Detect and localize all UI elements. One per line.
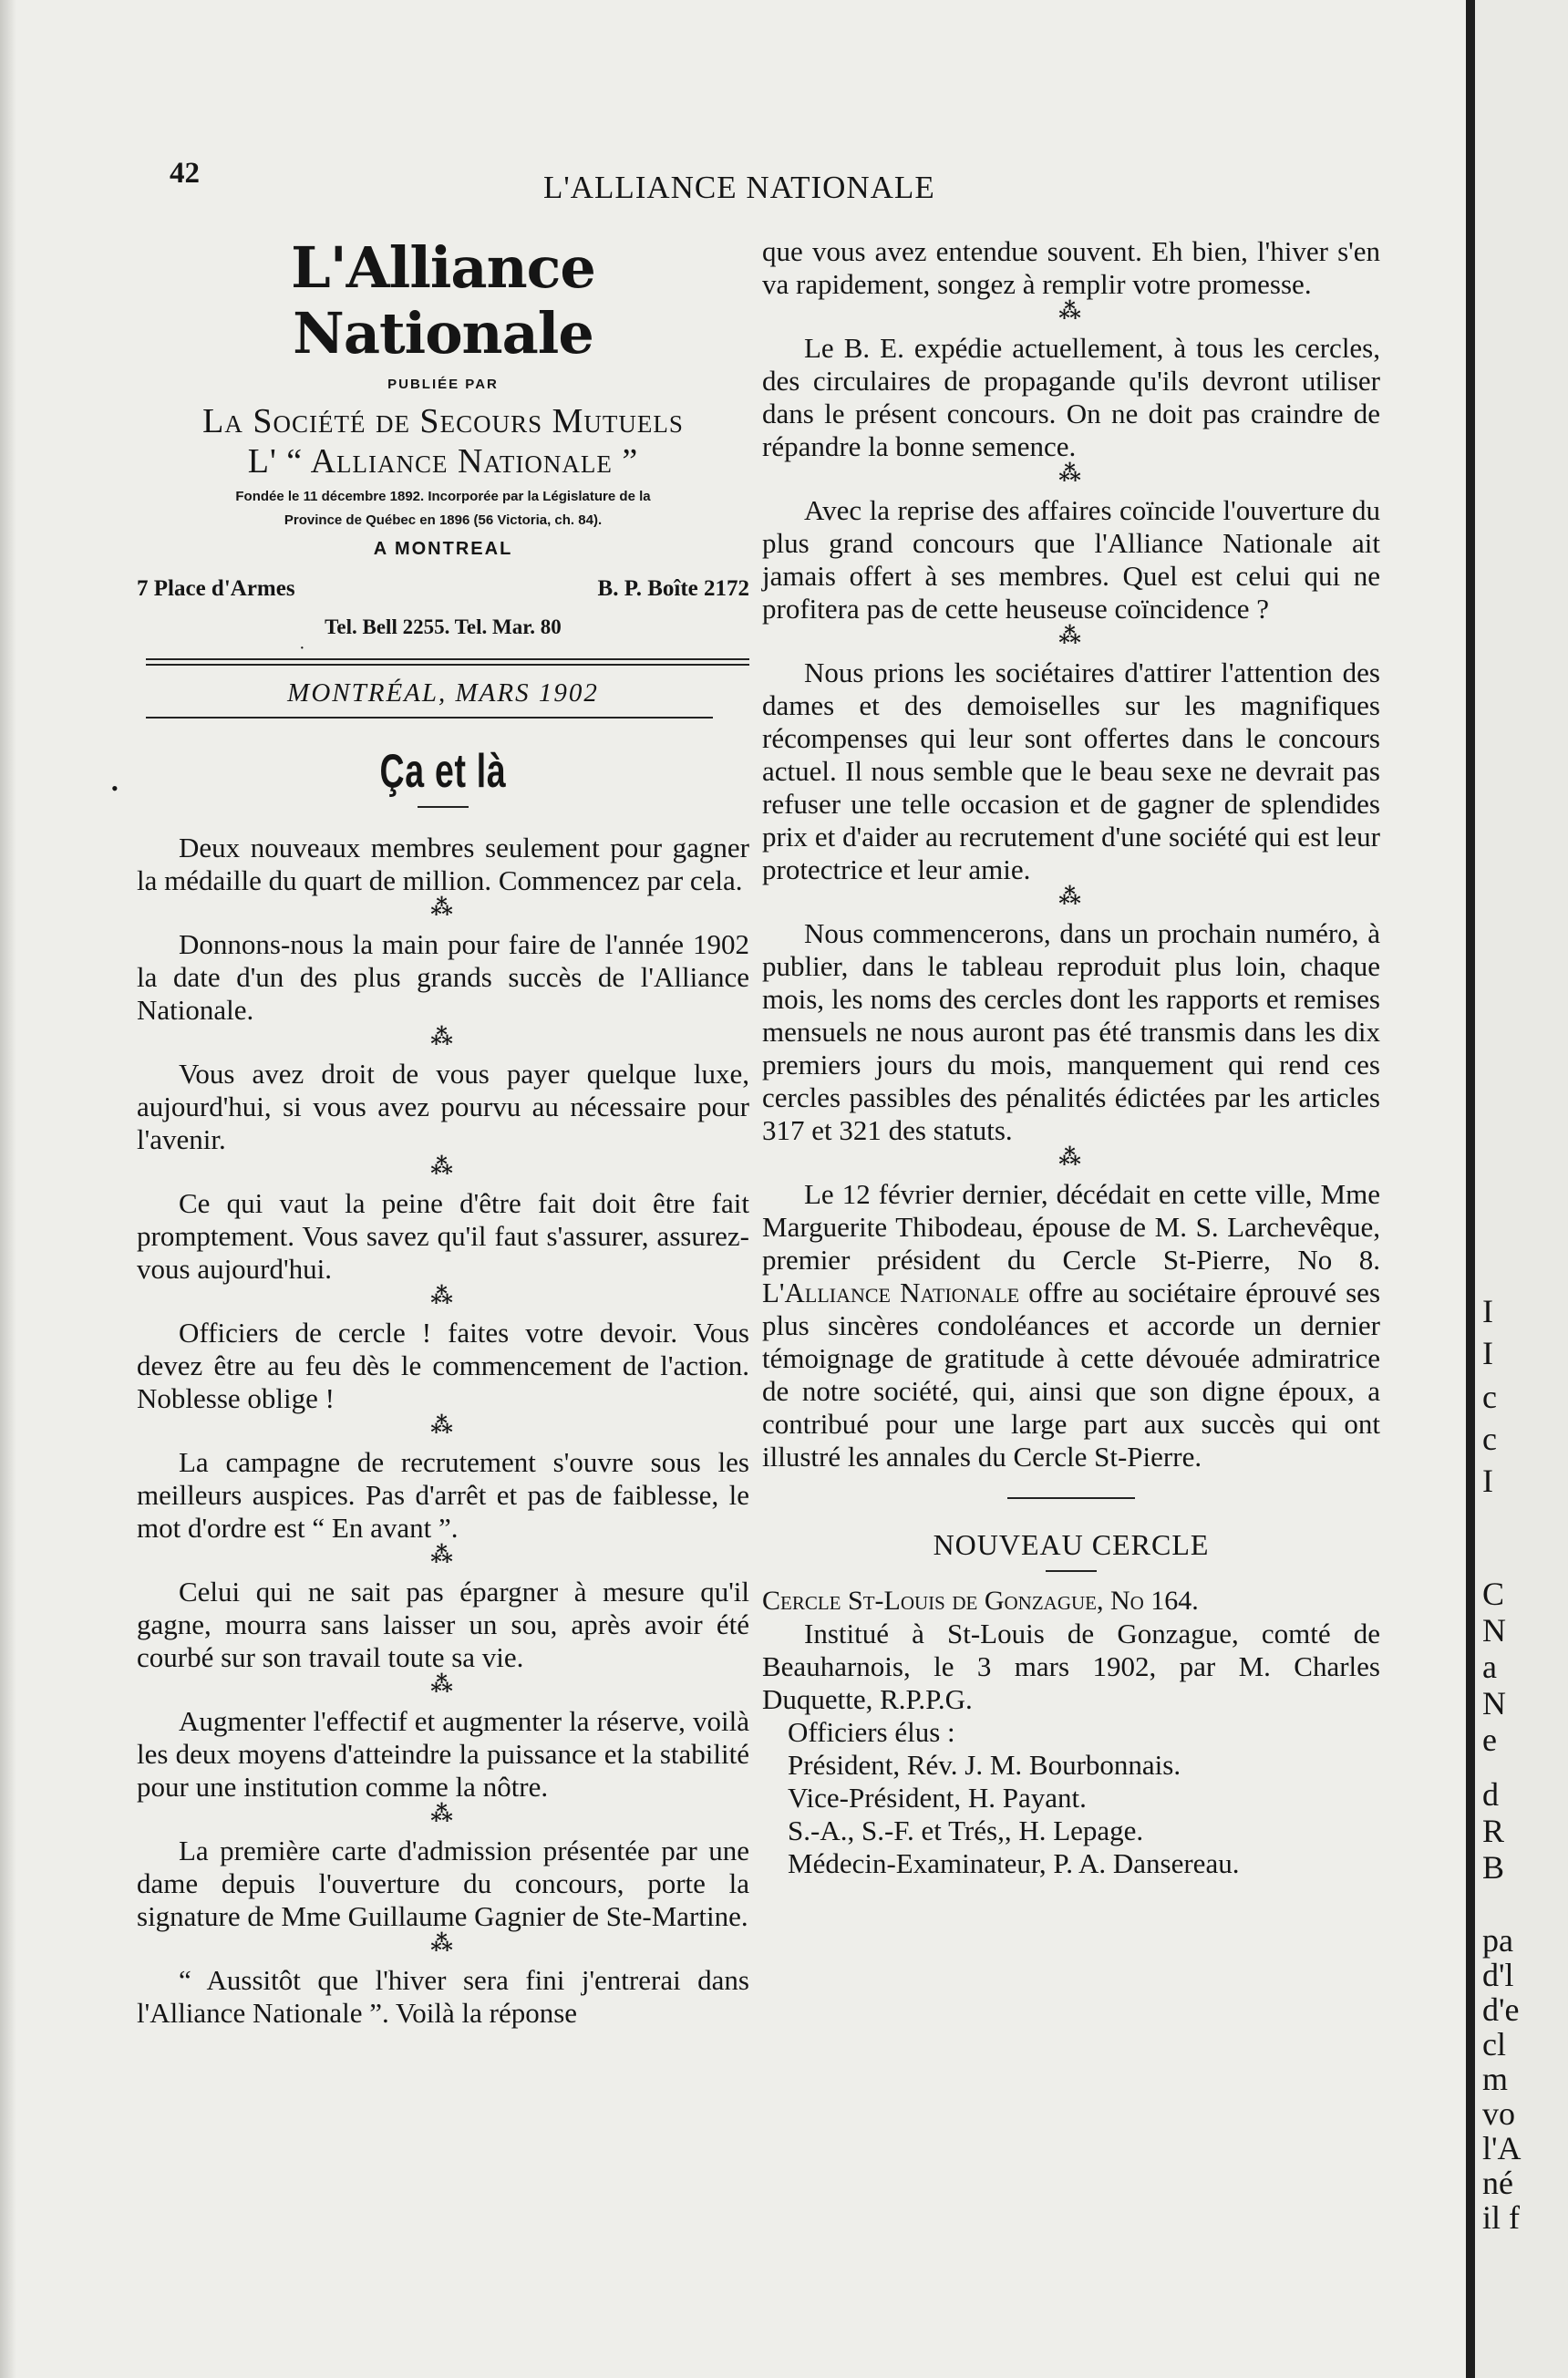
next-page-fragment: I	[1482, 1335, 1493, 1371]
right-column	[762, 235, 1380, 1880]
officer: S.-A., S.-F. et Trés,, H. Lepage.	[788, 1815, 1144, 1846]
published-by: PUBLIÉE PAR	[387, 377, 499, 392]
officers-list	[762, 1716, 1380, 1880]
next-page-fragment: e	[1482, 1721, 1497, 1758]
founded-line: Fondée le 11 décembre 1892. Incorporée par la Législature de la	[235, 489, 651, 504]
scan-speck: ·	[299, 638, 305, 658]
paragraph: Vous avez droit de vous payer quelque luxe, aujourd'hui, si vous avez pourvu au nécessaire pour l'avenir.	[137, 1058, 749, 1155]
scan-edge	[0, 0, 16, 2378]
next-page-fragment: d'e	[1482, 1991, 1520, 2028]
next-page-fragment: vo	[1482, 2095, 1515, 2132]
cercle-name: Cercle St-Louis de Gonzague, No 164.	[762, 1586, 1199, 1616]
obituary-text-2: offre au sociétaire éprouvé ses plus sincères condoléances et accorde un dernier témoignage de gratitude à cette dévouée admiratrice de notre société, qui, ainsi que son digne époux, a contribué pour une large part aux succès qui ont illustré les annales du Cercle St-Pierre.	[762, 1277, 1381, 1473]
running-title: L'ALLIANCE NATIONALE	[543, 170, 935, 205]
next-page-edge	[1475, 0, 1568, 2378]
paragraph: Avec la reprise des affaires coïncide l'ouverture du plus grand concours que l'Alliance Nationale ait jamais offert à ses membres. Quel est celui qui ne profitera pas de cette heuseuse coïncidence ?	[762, 494, 1380, 625]
asterism-icon: ⁂	[430, 1414, 456, 1438]
next-page-fragment: d	[1482, 1776, 1499, 1813]
asterism-icon: ⁂	[430, 1155, 456, 1179]
address-row	[137, 573, 749, 605]
asterism-icon: ⁂	[430, 1673, 456, 1697]
obituary-text: Le 12 février dernier, décédait en cette ville, Mme Marguerite Thibodeau, épouse de M. S. Larchevêque, premier président du Cercle St-Pierre, No 8.	[762, 1178, 1380, 1276]
next-page-fragment: d'l	[1482, 1957, 1514, 1993]
next-page-fragment: né	[1482, 2165, 1513, 2201]
asterism-icon: ⁂	[430, 1544, 456, 1567]
paragraph: Nous prions les sociétaires d'attirer l'attention des dames et des demoiselles sur les magnifiques récompenses qui leur sont offertes dans le concours actuel. Il nous semble que le beau sexe ne devrait pas refuser une telle occasion et de gagner de splendides prix et d'aider au recrutement d'une société qui est leur protectrice et leur amie.	[762, 657, 1380, 885]
section-title: Ça et là	[379, 745, 507, 798]
paragraph: Donnons-nous la main pour faire de l'année 1902 la date d'un des plus grands succès de l'Alliance Nationale.	[137, 928, 749, 1026]
officers-label: Officiers élus :	[788, 1716, 955, 1748]
paragraph: Nous commencerons, dans un prochain numéro, à publier, dans le tableau reproduit plus loin, chaque mois, les noms des cercles dont les rapports et remises mensuels ne nous auront pas été transmis dans les dix premiers jours du mois, manquement qui rend ces cercles passibles des pénalités édictées par les articles 317 et 321 des statuts.	[762, 917, 1380, 1146]
masthead-title: L'Alliance Nationale	[291, 234, 595, 367]
next-page-fragment: C	[1482, 1576, 1505, 1612]
asterism-icon: ⁂	[430, 896, 456, 920]
rule	[418, 806, 469, 808]
continuation-paragraph: que vous avez entendue souvent. Eh bien, l'hiver s'en va rapidement, songez à remplir votre promesse.	[762, 235, 1380, 300]
left-column	[137, 235, 749, 2030]
asterism-icon: ⁂	[430, 1026, 456, 1049]
asterism-icon: ⁂	[1058, 462, 1084, 486]
phone-line: Tel. Bell 2255. Tel. Mar. 80	[325, 615, 562, 638]
org-name: L'Alliance Nationale	[762, 1277, 1020, 1308]
asterism-icon: ⁂	[1058, 300, 1084, 324]
paragraph: Le B. E. expédie actuellement, à tous les cercles, des circulaires de propagande qu'ils devront utiliser dans le présent concours. On ne doit pas craindre de répandre la bonne semence.	[762, 332, 1380, 462]
obituary-paragraph	[762, 1178, 1380, 1473]
dateline: MONTRÉAL, MARS 1902	[287, 678, 599, 708]
paragraph: Institué à St-Louis de Gonzague, comté de Beauharnois, le 3 mars 1902, par M. Charles Duquette, R.P.P.G.	[762, 1618, 1380, 1715]
asterism-icon: ⁂	[430, 1803, 456, 1826]
next-page-fragment: cl	[1482, 2026, 1506, 2063]
asterism-icon: ⁂	[1058, 625, 1084, 648]
paragraph: La campagne de recrutement s'ouvre sous les meilleurs auspices. Pas d'arrêt et pas de faiblesse, le mot d'ordre est “ En avant ”.	[137, 1446, 749, 1544]
society-name-2: L' “ Alliance Nationale ”	[247, 442, 639, 481]
officer: Médecin-Examinateur, P. A. Dansereau.	[788, 1847, 1240, 1879]
page-number: 42	[170, 157, 200, 190]
next-page-fragment: B	[1482, 1849, 1505, 1886]
rule	[1007, 1497, 1135, 1499]
next-page-fragment: N	[1482, 1685, 1506, 1721]
double-rule	[146, 658, 749, 666]
next-page-fragment: I	[1482, 1293, 1493, 1329]
next-page-fragment: a	[1482, 1649, 1497, 1685]
next-page-fragment: I	[1482, 1463, 1493, 1499]
asterism-icon: ⁂	[430, 1285, 456, 1308]
officer: Vice-Président, H. Payant.	[788, 1782, 1087, 1814]
next-page-fragment: pa	[1482, 1922, 1513, 1959]
next-page-fragment: c	[1482, 1421, 1497, 1457]
next-page-fragment: c	[1482, 1379, 1497, 1415]
nouveau-cercle-heading: NOUVEAU CERCLE	[933, 1528, 1210, 1561]
next-page-fragment: R	[1482, 1813, 1505, 1849]
paragraph: Celui qui ne sait pas épargner à mesure qu'il gagne, mourra sans laisser un sou, après avoir été courbé sur son travail toute sa vie.	[137, 1576, 749, 1673]
next-page-fragment: il f	[1482, 2199, 1520, 2236]
paragraph: Deux nouveaux membres seulement pour gagner la médaille du quart de million. Commencez par cela.	[137, 832, 749, 896]
asterism-icon: ⁂	[1058, 1146, 1084, 1170]
society-name: La Société de Secours Mutuels	[202, 402, 684, 440]
paragraph: “ Aussitôt que l'hiver sera fini j'entrerai dans l'Alliance Nationale ”. Voilà la réponse	[137, 1964, 749, 2029]
next-page-fragment: N	[1482, 1612, 1506, 1649]
paragraph: Augmenter l'effectif et augmenter la réserve, voilà les deux moyens d'atteindre la puissance et la stabilité pour une institution comme la nôtre.	[137, 1705, 749, 1803]
next-page-fragment: l'A	[1482, 2130, 1522, 2166]
founded-line-2: Province de Québec en 1896 (56 Victoria, ch. 84).	[284, 512, 603, 528]
paragraph: Ce qui vaut la peine d'être fait doit être fait promptement. Vous savez qu'il faut s'assurer, assurez-vous aujourd'hui.	[137, 1187, 749, 1285]
asterism-icon: ⁂	[1058, 885, 1084, 909]
po-box: B. P. Boîte 2172	[597, 576, 749, 601]
scan-speck: •	[111, 777, 119, 800]
rule	[146, 717, 713, 719]
rule	[1046, 1570, 1097, 1572]
paragraph: Officiers de cercle ! faites votre devoir. Vous devez être au feu dès le commencement de l'action. Noblesse oblige !	[137, 1317, 749, 1414]
next-page-fragment: m	[1482, 2061, 1509, 2097]
page-gutter	[1466, 0, 1475, 2378]
paragraph: La première carte d'admission présentée par une dame depuis l'ouverture du concours, porte la signature de Mme Guillaume Gagnier de Ste-Martine.	[137, 1835, 749, 1932]
officer: Président, Rév. J. M. Bourbonnais.	[788, 1749, 1181, 1781]
address: 7 Place d'Armes	[137, 576, 295, 601]
city-line: A MONTREAL	[373, 539, 513, 559]
asterism-icon: ⁂	[430, 1932, 456, 1956]
